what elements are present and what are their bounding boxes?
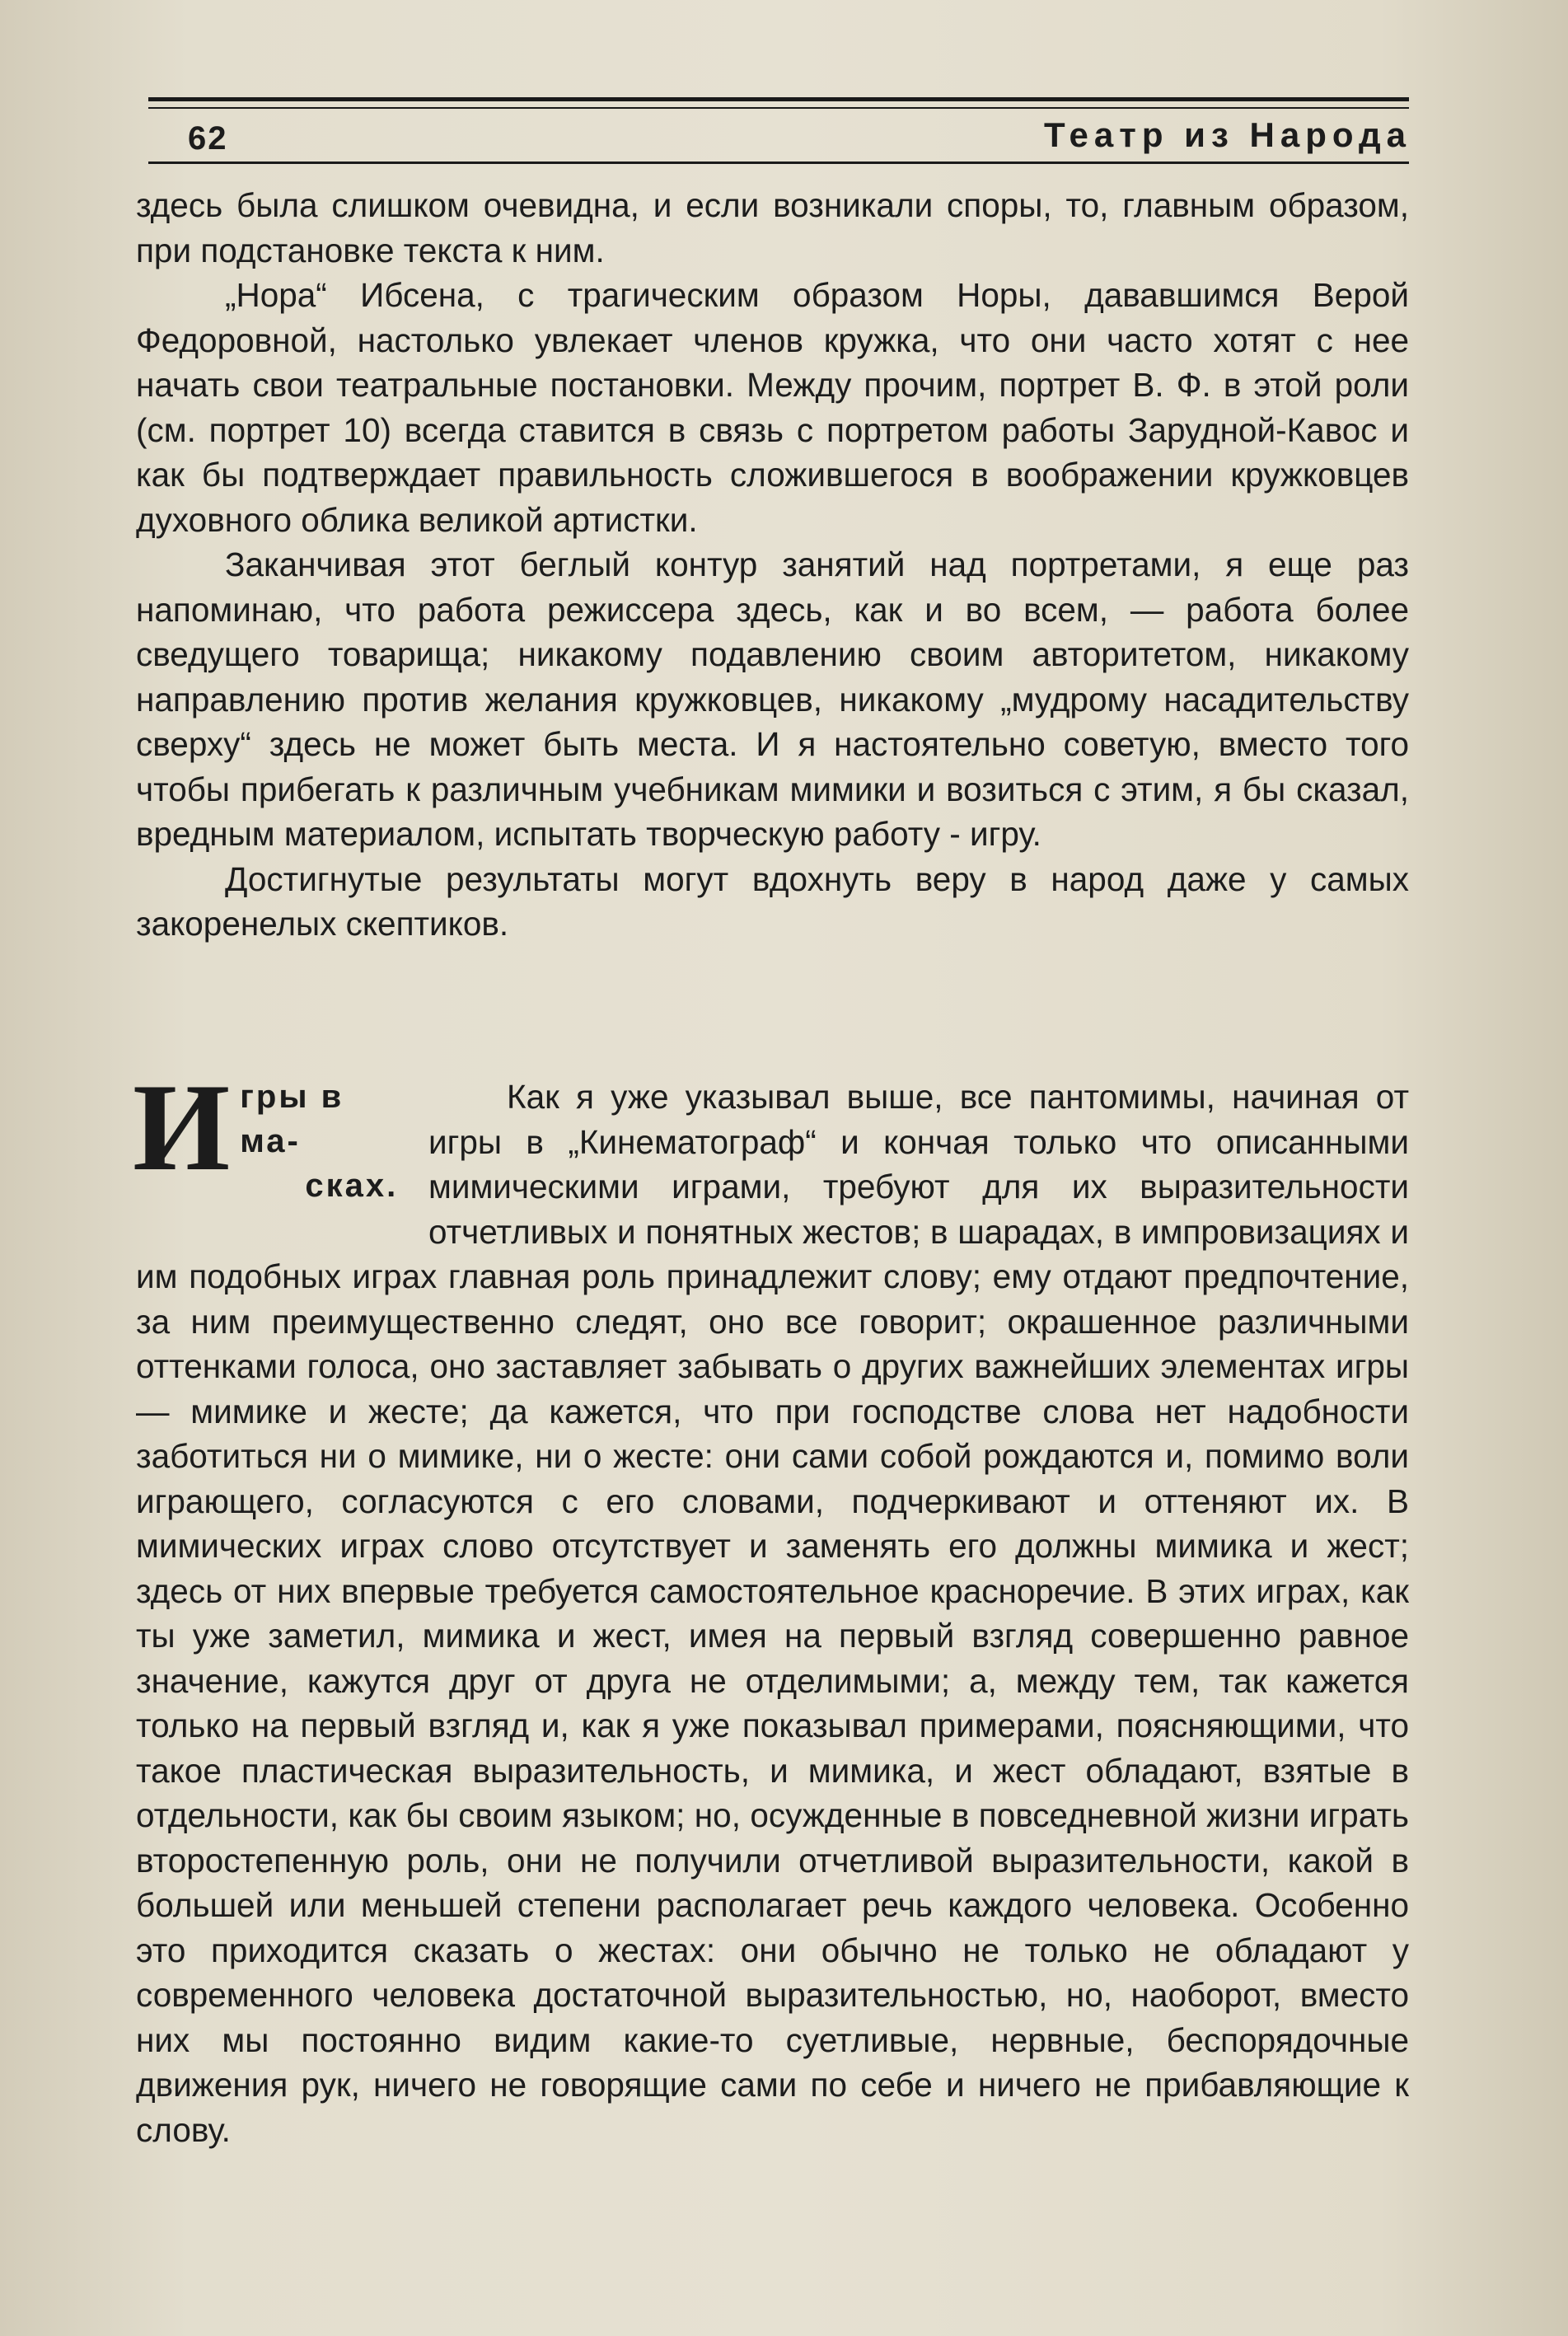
side-heading-line: сках.	[305, 1168, 399, 1204]
section-heading	[133, 1058, 428, 1219]
page-number: 62	[188, 120, 228, 157]
drop-cap: И	[133, 1058, 231, 1196]
header-rule-bottom	[148, 162, 1409, 164]
paragraph: „Нора“ Ибсена, с трагическим образом Норы, дававшимся Верой Федоровной, настолько увлекает членов кружка, что они часто хотят с нее начать свои театральные постановки. Между прочим, портрет В. Ф. в этой роли (см. портрет 10) всегда ставится в связь с портретом работы Зарудной-Кавос и как бы подтверждает правильность сложившегося в воображении кружковцев духовного облика великой артистки.	[136, 276, 1409, 539]
paragraph: Как я уже указывал выше, все пантомимы, начиная от игры в „Кинематограф“ и кончая только что описанными мимическими играми, требуют для их выразительности отчетливых и понятных жестов; в шарадах, в импровизациях и им подобных играх главная роль принадлежит слову; ему отдают предпочтение, за ним преимущественно следят, оно все говорит; окрашенное различными оттенками голоса, оно заставляет забывать о других важнейших элементах игры — мимике и жесте; да кажется, что при господстве слова нет надобности заботиться ни о мимике, ни о жесте: они сами собой рождаются и, помимо воли играющего, согласуются с его словами, подчеркивают и оттеняют их. В мимических играх слово отсутствует и заменять его должны мимика и жест; здесь от них впервые требуется самостоятельное красноречие. В этих играх, как ты уже заметил, мимика и жест, имея на первый взгляд совершенно равное значение, кажутся друг от друга не отделимыми; а, между тем, так кажется только на первый взгляд и, как я уже показывал примерами, поясняющими, что такое пластическая выразительность, и мимика, и жест обладают, взятые в отдельности, как бы своим языком; но, осужденные в повседневной жизни играть второстепенную роль, они не получили отчетливой выразительности, какой в большей или меньшей степени располагает речь каждого человека. Особенно это приходится сказать о жестах: они обычно не только не обладают у современного человека достаточной выразительностью, но, наоборот, вместо них мы постоянно видим какие-то суетливые, нервные, беспорядочные движения рук, ничего не говорящие сами по себе и ничего не прибавляющие к слову.	[136, 1078, 1409, 2149]
side-heading	[240, 1074, 405, 1208]
header-rule-thin	[148, 107, 1409, 109]
paragraph: здесь была слишком очевидна, и если возникали споры, то, главным образом, при подстановке текста к ним.	[136, 186, 1409, 269]
paragraph: Достигнутые результаты могут вдохнуть веру в народ даже у самых закоренелых скептиков.	[136, 859, 1409, 943]
header-rule-thick	[148, 97, 1409, 101]
text-block-continuation	[136, 183, 1409, 947]
side-heading-line: гры в ма-	[240, 1079, 344, 1159]
paragraph: Заканчивая этот беглый контур занятий над портретами, я еще раз напоминаю, что работа режиссера здесь, как и во всем, — работа более сведущего товарища; никакому подавлению своим авторитетом, никакому направлению против желания кружковцев, никакому „мудрому насадительству сверху“ здесь не может быть места. И я настоятельно советую, вместо того чтобы прибегать к различным учебникам мимики и возиться с этим, я бы сказал, вредным материалом, испытать творческую работу - игру.	[136, 545, 1409, 853]
running-title: Театр из Народа	[1043, 115, 1411, 154]
section-games-in-masks	[133, 1058, 1409, 2152]
